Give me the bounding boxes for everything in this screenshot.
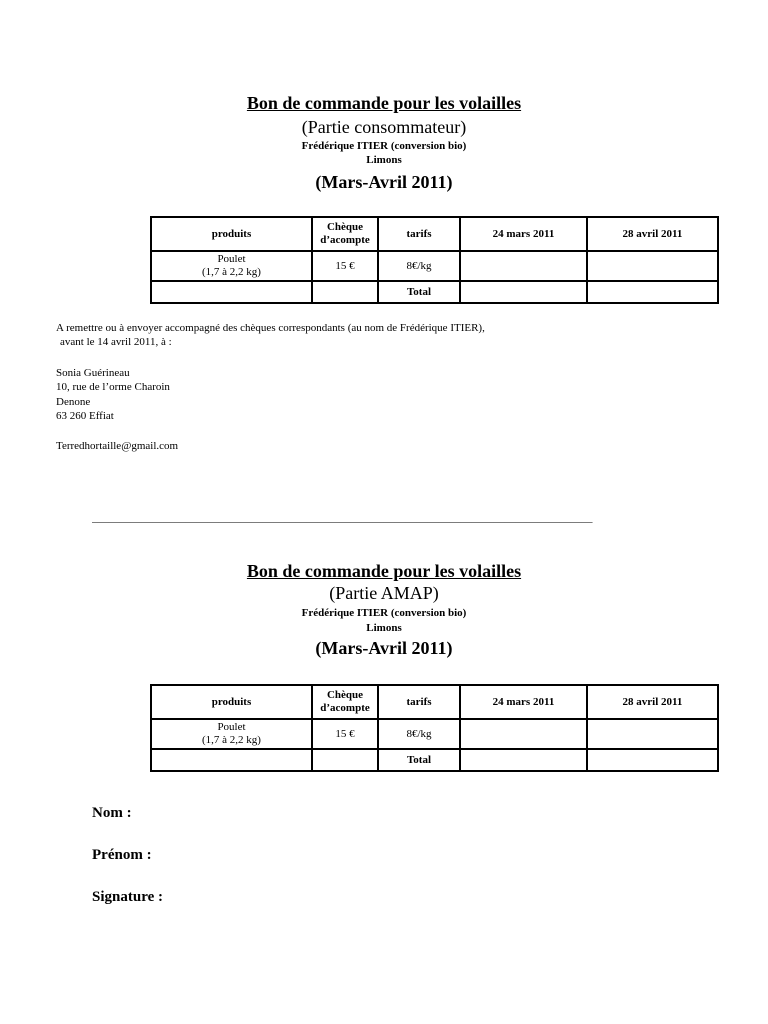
quantity-march-cell[interactable] <box>460 251 587 281</box>
top-subtitle: (Partie consommateur) <box>301 117 467 137</box>
top-period: (Mars-Avril 2011) <box>315 172 453 192</box>
top-location: Limons <box>366 154 402 166</box>
top-order-table <box>150 216 719 304</box>
empty-cell <box>151 281 312 303</box>
quantity-april-cell[interactable] <box>587 719 718 749</box>
deposit-cell: 15 € <box>312 251 378 281</box>
contact-email[interactable]: Terredhortaille@gmail.com <box>56 440 179 452</box>
header-produits: produits <box>151 685 312 719</box>
total-april-cell[interactable] <box>587 281 718 303</box>
total-label: Total <box>378 749 460 771</box>
total-march-cell[interactable] <box>460 749 587 771</box>
nom-field-label: Nom : <box>92 805 132 821</box>
deposit-cell: 15 € <box>312 719 378 749</box>
address-street: 10, rue de l’orme Charoin <box>56 381 170 393</box>
total-april-cell[interactable] <box>587 749 718 771</box>
table-header-row <box>151 685 718 719</box>
instructions-line-1: A remettre ou à envoyer accompagné des chèques correspondants (au nom de Frédérique ITIER), <box>56 322 485 334</box>
prenom-field-label: Prénom : <box>92 847 152 863</box>
header-date-april: 28 avril 2011 <box>587 217 718 251</box>
signature-field-label: Signature : <box>92 889 163 905</box>
table-row <box>151 749 718 771</box>
empty-cell <box>312 281 378 303</box>
product-cell <box>151 719 312 749</box>
bottom-location: Limons <box>366 622 402 634</box>
price-cell: 8€/kg <box>378 719 460 749</box>
product-name: Poulet <box>217 253 246 265</box>
product-cell <box>151 251 312 281</box>
product-weight: (1,7 à 2,2 kg) <box>202 266 261 278</box>
table-header-row <box>151 217 718 251</box>
table-row <box>151 281 718 303</box>
header-tarifs: tarifs <box>378 685 460 719</box>
quantity-march-cell[interactable] <box>460 719 587 749</box>
table-row <box>151 719 718 749</box>
top-title: Bon de commande pour les volailles <box>246 93 522 113</box>
total-label: Total <box>378 281 460 303</box>
bottom-producer: Frédérique ITIER (conversion bio) <box>301 607 467 619</box>
empty-cell <box>151 749 312 771</box>
header-produits: produits <box>151 217 312 251</box>
total-march-cell[interactable] <box>460 281 587 303</box>
header-tarifs: tarifs <box>378 217 460 251</box>
bottom-subtitle: (Partie AMAP) <box>329 583 439 603</box>
instructions-line-2: avant le 14 avril 2011, à : <box>60 336 172 348</box>
address-name: Sonia Guérineau <box>56 367 130 379</box>
quantity-april-cell[interactable] <box>587 251 718 281</box>
top-producer: Frédérique ITIER (conversion bio) <box>301 140 467 152</box>
address-city: 63 260 Effiat <box>56 410 114 422</box>
header-date-april: 28 avril 2011 <box>587 685 718 719</box>
address-locality: Denone <box>56 396 91 408</box>
table-row <box>151 251 718 281</box>
bottom-period: (Mars-Avril 2011) <box>315 638 453 658</box>
header-date-march: 24 mars 2011 <box>460 685 587 719</box>
cut-line-separator: ___________________________________________________________________________________________ <box>92 512 593 524</box>
header-cheque: Chèque d’acompte <box>312 685 378 719</box>
product-weight: (1,7 à 2,2 kg) <box>202 734 261 746</box>
product-name: Poulet <box>217 721 246 733</box>
header-date-march: 24 mars 2011 <box>460 217 587 251</box>
empty-cell <box>312 749 378 771</box>
bottom-title: Bon de commande pour les volailles <box>246 561 522 581</box>
bottom-order-table <box>150 684 719 772</box>
price-cell: 8€/kg <box>378 251 460 281</box>
header-cheque: Chèque d’acompte <box>312 217 378 251</box>
